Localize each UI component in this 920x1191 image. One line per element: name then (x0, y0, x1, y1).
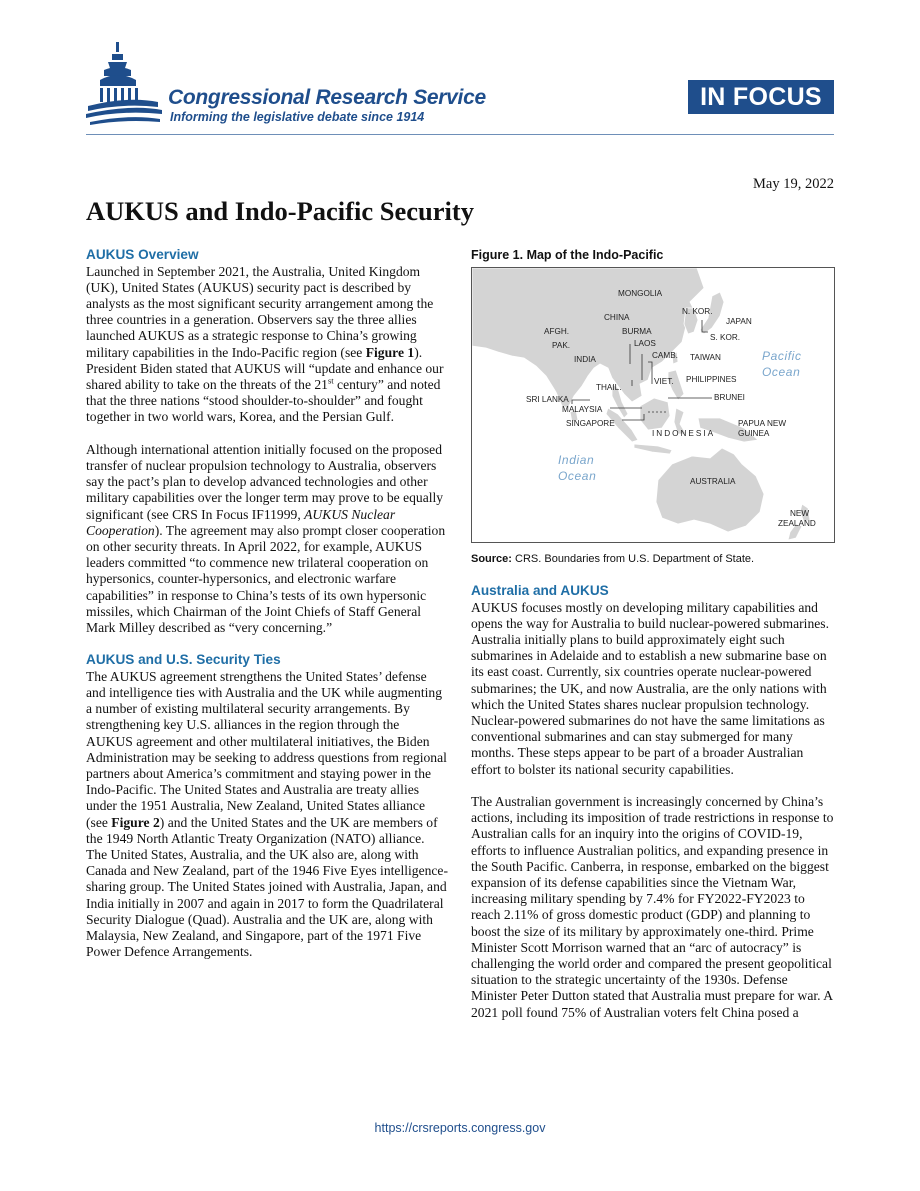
ties-paragraph-1 (86, 669, 448, 961)
label-indian-ocean-2: Ocean (558, 469, 597, 483)
australia-paragraph-2: The Australian government is increasingly concerned by China’s actions, including its imposition of trade restrictions in response to Australian calls for an inquiry into the origins of COVID-19, efforts to influence Australian politics, and expanding presence in the South Pacific. Canberra, in response, embarked on the biggest expansion of its defense capabilities since the Vietnam War, increasing military spending by 7.4% for FY2022-FY2023 to reach 2.11% of gross domestic product (GDP) and planning to boost the size of its military by approximately one-third. Prime Minister Scott Morrison warned that an “arc of autocracy” is challenging the world order and compared the present geopolitical situation to the strategic uncertainty of the 1930s. Defense Minister Peter Dutton stated that Australia must prepare for war. A 2021 poll found 75% of Australian voters felt China posed a (471, 793, 834, 1020)
australia-paragraph-1: AUKUS focuses mostly on developing military capabilities and opens the way for Australia to build nuclear-powered submarines. Australia initially plans to build approximately eight such submarines in Adelaide and to establish a new submarine base on its east coast. Currently, six countries operate nuclear-powered submarines; the UK, and now Australia, are the only nations with which the United States shares nuclear propulsion technology. Nuclear-powered submarines do not have the same limitations as conventional submarines and can stay submerged for many months. These steps appear to be part of a broader Australian effort to bolster its national security capabilities. (471, 599, 829, 777)
text-run: century” and noted that the three nations “stood shoulder-to-shoulder” and fought together in two world wars, Korea, and the Persian Gulf. (86, 376, 441, 425)
paragraph-gap (86, 636, 448, 652)
label-pacific-ocean-1: Pacific (762, 349, 802, 363)
report-title-reference[interactable]: AUKUS Nuclear Cooperation (86, 506, 396, 538)
label-camb: CAMB. (652, 351, 678, 360)
report-date: May 19, 2022 (753, 176, 834, 192)
label-mongolia: MONGOLIA (618, 289, 663, 298)
page-title: AUKUS and Indo-Pacific Security (86, 196, 474, 226)
label-pacific-ocean-2: Ocean (762, 365, 801, 379)
text-run: The AUKUS agreement strengthens the United States’ defense and intelligence ties with Australia and the UK while augmenting a number of existing multilateral security arrangements. By strengthening key U.S. alliances in the region through the AUKUS agreement and other multilateral initiatives, the Biden Administration may be seeking to address questions from regional partners about America’s commitment and staying power in the Indo-Pacific. The United States and Australia are treaty allies under the 1951 Australia, New Zealand, United States alliance (see (86, 668, 447, 830)
paragraph-gap (471, 778, 834, 794)
label-afgh: AFGH. (544, 327, 570, 336)
label-thail: THAIL. (596, 383, 622, 392)
label-philippines: PHILIPPINES (686, 375, 737, 384)
overview-paragraph-2 (86, 442, 448, 636)
label-brunei: BRUNEI (714, 393, 745, 402)
label-viet: VIET. (654, 377, 674, 386)
label-sri-lanka: SRI LANKA (526, 395, 569, 404)
label-nz-1: NEW (790, 509, 810, 518)
label-s-kor: S. KOR. (710, 333, 741, 342)
indo-pacific-map (471, 267, 835, 543)
source-text: CRS. Boundaries from U.S. Department of State. (511, 553, 755, 565)
label-nz-2: ZEALAND (778, 519, 816, 528)
org-name: Congressional Research Service (168, 86, 486, 109)
section-heading-security-ties: AUKUS and U.S. Security Ties (86, 652, 281, 668)
label-burma: BURMA (622, 327, 652, 336)
source-label: Source: (471, 553, 512, 565)
figure-source (471, 553, 754, 565)
text-run: Although international attention initially focused on the proposed transfer of nuclear propulsion technology to Australia, observers say the pact’s plan to develop advanced technologies and other military capabilities over the longer term may prove to be equally significant (see CRS In Focus IF11999, (86, 441, 444, 522)
header-divider (86, 134, 834, 135)
text-run: ) and the United States and the UK are members of the 1949 North Atlantic Treaty Organization (NATO) alliance. The United States, Australia, and the UK also are, along with Canada and New Zealand, part of the 1946 Five Eyes intelligence-sharing group. The United States joined with Australia, Japan, and India initially in 2007 and again in 2017 to form the Quadrilateral Security Dialogue (Quad). Australia and the UK are, along with Malaysia, New Zealand, and Singapore, part of the 1971 Five Power Defence Arrangements. (86, 814, 448, 960)
map-graphic (472, 268, 834, 542)
text-run: ). President Biden stated that AUKUS will “update and enhance our shared ability to take on the threats of the 21 (86, 344, 444, 392)
figure-caption: Figure 1. Map of the Indo-Pacific (471, 248, 664, 262)
org-tagline: Informing the legislative debate since 1914 (170, 110, 425, 124)
text-run: ). The agreement may also prompt closer cooperation on other security threats. In April 2022, for example, AUKUS leaders committed “to commence new trilateral cooperation on hypersonics, counter-hypersonics, and electronic warfare capabilities” in response to China’s tests of its own hypersonic missiles, which Chairman of the Joint Chiefs of Staff General Mark Milley described as “very concerning.” (86, 522, 446, 635)
label-singapore: SINGAPORE (566, 419, 615, 428)
label-japan: JAPAN (726, 317, 752, 326)
label-china: CHINA (604, 313, 630, 322)
overview-paragraph-1 (86, 264, 448, 426)
label-papua-1: PAPUA NEW (738, 419, 787, 428)
label-taiwan: TAIWAN (690, 353, 721, 362)
footer-url[interactable]: https://crsreports.congress.gov (374, 1121, 546, 1135)
label-malaysia: MALAYSIA (562, 405, 603, 414)
label-australia: AUSTRALIA (690, 477, 736, 486)
figure-1-reference[interactable]: Figure 1 (365, 344, 415, 360)
text-run: Launched in September 2021, the Australia, United Kingdom (UK), United States (AUKUS) security pact is described by analysts as the most significant security arrangement among the three countries in a generation. Observers say the three allies launched AUKUS as a strategic response to China’s growing military capabilities in the Indo-Pacific region (see (86, 263, 434, 360)
label-indian-ocean-1: Indian (558, 453, 595, 467)
figure-2-reference[interactable]: Figure 2 (111, 814, 160, 830)
label-laos: LAOS (634, 339, 656, 348)
in-focus-badge: IN FOCUS (688, 80, 834, 114)
superscript: st (327, 375, 334, 386)
right-column (471, 583, 834, 1021)
label-n-kor: N. KOR. (682, 307, 713, 316)
paragraph-gap (86, 426, 448, 442)
label-pak: PAK. (552, 341, 571, 350)
left-column (86, 247, 448, 961)
label-india: INDIA (574, 355, 596, 364)
label-indonesia: INDONESIA (652, 429, 716, 438)
label-papua-2: GUINEA (738, 429, 770, 438)
section-heading-overview: AUKUS Overview (86, 247, 199, 262)
section-heading-australia: Australia and AUKUS (471, 583, 609, 598)
